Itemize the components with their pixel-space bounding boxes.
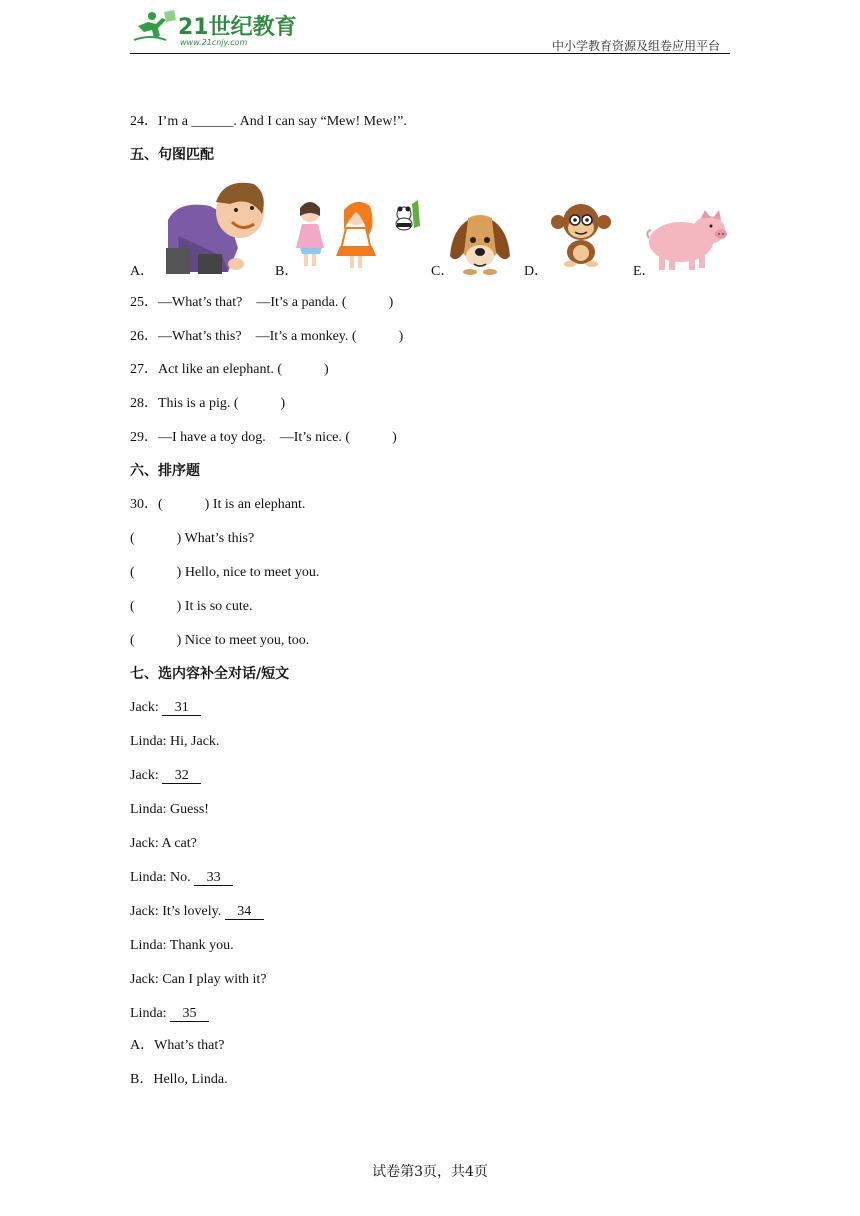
dialogue-line bbox=[130, 801, 209, 819]
speaker-label: Jack: bbox=[130, 972, 163, 987]
boy-elephant-picture bbox=[158, 176, 270, 274]
blank-number: 34 bbox=[237, 904, 252, 919]
question-26: 26．—What’s this? —It’s a monkey. ( ) bbox=[130, 329, 404, 344]
page-footer: 试卷第3页，共4页 bbox=[372, 1164, 488, 1180]
choice-a: A．What’s that? bbox=[130, 1038, 225, 1053]
dialogue-text: Thank you. bbox=[169, 938, 234, 953]
dialogue-line bbox=[130, 937, 234, 955]
pig-picture bbox=[645, 208, 729, 272]
dialogue-text: Guess! bbox=[170, 802, 209, 817]
speaker-label: Linda: bbox=[130, 1006, 171, 1021]
blank-number: 32 bbox=[174, 768, 189, 783]
answer-blank bbox=[225, 905, 264, 920]
speaker-label: Jack: bbox=[130, 700, 163, 715]
section-7-title: 七、选内容补全对话/短文 bbox=[130, 666, 290, 682]
dog-picture bbox=[446, 212, 514, 276]
logo-url-text: www.21cnjy.com bbox=[180, 38, 248, 47]
speaker-label: Linda: bbox=[130, 938, 170, 953]
dialogue-text: No. bbox=[170, 870, 195, 885]
option-a-label: A． bbox=[130, 264, 155, 279]
order-item-2: ( ) What’s this? bbox=[130, 531, 255, 546]
answer-blank bbox=[162, 769, 201, 784]
dialogue-line bbox=[130, 971, 266, 989]
option-c-label: C． bbox=[431, 264, 455, 279]
section-5-title: 五、句图匹配 bbox=[130, 147, 214, 163]
panda-icon bbox=[396, 200, 420, 230]
section-6-title: 六、排序题 bbox=[130, 463, 200, 479]
question-28: 28．This is a pig. ( ) bbox=[130, 396, 286, 411]
dialogue-line bbox=[130, 699, 201, 717]
header-divider bbox=[130, 53, 730, 54]
blank-number: 33 bbox=[206, 870, 221, 885]
blank-number: 35 bbox=[182, 1006, 197, 1021]
option-d-label: D． bbox=[524, 264, 549, 279]
dialogue-line bbox=[130, 1005, 209, 1023]
runner-icon bbox=[134, 10, 176, 40]
blank-number: 31 bbox=[174, 700, 189, 715]
speaker-label: Linda: bbox=[130, 734, 171, 749]
question-25: 25．—What’s that? —It’s a panda. ( ) bbox=[130, 295, 394, 310]
choice-b: B．Hello, Linda. bbox=[130, 1072, 228, 1087]
dialogue-line bbox=[130, 869, 233, 887]
order-item-4: ( ) It is so cute. bbox=[130, 599, 253, 614]
monkey-picture bbox=[550, 202, 612, 268]
answer-blank bbox=[170, 1007, 209, 1022]
platform-name: 中小学教育资源及组卷应用平台 bbox=[551, 39, 720, 53]
speaker-label: Linda: bbox=[130, 870, 171, 885]
question-24: 24．I’m a ______. And I can say “Mew! Mew!”. bbox=[130, 114, 407, 129]
dialogue-line bbox=[130, 903, 264, 921]
dialogue-text: Can I play with it? bbox=[162, 972, 267, 987]
option-e-label: E． bbox=[633, 264, 656, 279]
order-item-5: ( ) Nice to meet you, too. bbox=[130, 633, 310, 648]
order-item-3: ( ) Hello, nice to meet you. bbox=[130, 565, 320, 580]
dialogue-line bbox=[130, 733, 219, 751]
answer-blank bbox=[194, 871, 233, 886]
girls-panda-picture bbox=[290, 196, 425, 272]
dialogue-line bbox=[130, 767, 201, 785]
speaker-label: Linda: bbox=[130, 802, 171, 817]
question-27: 27．Act like an elephant. ( ) bbox=[130, 362, 329, 377]
question-29: 29．—I have a toy dog. —It’s nice. ( ) bbox=[130, 430, 397, 445]
option-b-label: B． bbox=[275, 264, 299, 279]
speaker-label: Jack: bbox=[130, 836, 162, 851]
answer-blank bbox=[162, 701, 201, 716]
dialogue-text: A cat? bbox=[161, 836, 197, 851]
site-logo bbox=[130, 6, 300, 48]
dialogue-text: It’s lovely. bbox=[162, 904, 225, 919]
dialogue-line bbox=[130, 835, 197, 853]
speaker-label: Jack: bbox=[130, 768, 163, 783]
logo-text: 21世纪教育 bbox=[178, 15, 297, 40]
dialogue-text: Hi, Jack. bbox=[170, 734, 220, 749]
order-item-1: 30．( ) It is an elephant. bbox=[130, 497, 306, 512]
speaker-label: Jack: bbox=[130, 904, 163, 919]
